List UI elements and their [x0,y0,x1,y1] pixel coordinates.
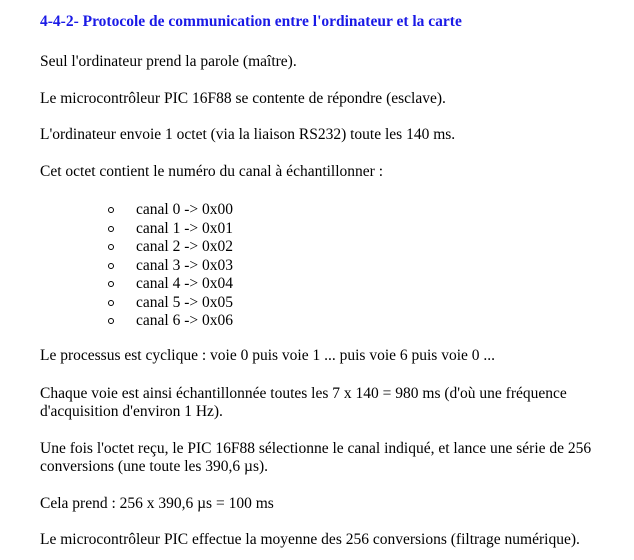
paragraph-master: Seul l'ordinateur prend la parole (maître). [40,53,297,70]
channel-label: canal 0 -> 0x00 [136,201,233,218]
list-item [108,201,233,220]
paragraph-conversions: Une fois l'octet reçu, le PIC 16F88 sélectionne le canal indiqué, et lance une série de 256 conversions (une toute les 390,6 µs). [40,440,592,475]
paragraph-averaging: Le microcontrôleur PIC effectue la moyenne des 256 conversions (filtrage numérique). [40,531,580,548]
circle-bullet-icon [108,207,114,213]
circle-bullet-icon [108,263,114,269]
circle-bullet-icon [108,318,114,324]
paragraph-slave: Le microcontrôleur PIC 16F88 se contente de répondre (esclave). [40,90,446,107]
paragraph-byte-content: Cet octet contient le numéro du canal à échantillonner : [40,163,384,180]
channel-label: canal 6 -> 0x06 [136,312,233,329]
paragraph-cycle: Le processus est cyclique : voie 0 puis voie 1 ... puis voie 6 puis voie 0 ... [40,347,496,364]
paragraph-sampling-rate: Chaque voie est ainsi échantillonnée toutes les 7 x 140 = 980 ms (d'où une fréquence d'acquisition d'environ 1 Hz). [40,385,567,420]
circle-bullet-icon [108,300,114,306]
list-item [108,238,233,257]
paragraph-duration: Cela prend : 256 x 390,6 µs = 100 ms [40,495,274,512]
section-heading: 4-4-2- Protocole de communication entre l'ordinateur et la carte [40,13,462,30]
paragraph-send-byte: L'ordinateur envoie 1 octet (via la liaison RS232) toute les 140 ms. [40,126,456,143]
channel-label: canal 3 -> 0x03 [136,256,233,274]
list-item [108,294,233,313]
list-item [108,257,233,276]
circle-bullet-icon [108,226,114,232]
channel-list [108,201,233,331]
channel-label: canal 5 -> 0x05 [136,293,233,311]
circle-bullet-icon [108,281,114,287]
channel-label: canal 4 -> 0x04 [136,275,233,292]
list-item [108,275,233,294]
channel-label: canal 2 -> 0x02 [136,238,233,255]
list-item [108,220,233,239]
channel-label: canal 1 -> 0x01 [136,219,233,237]
circle-bullet-icon [108,244,114,250]
list-item [108,312,233,331]
